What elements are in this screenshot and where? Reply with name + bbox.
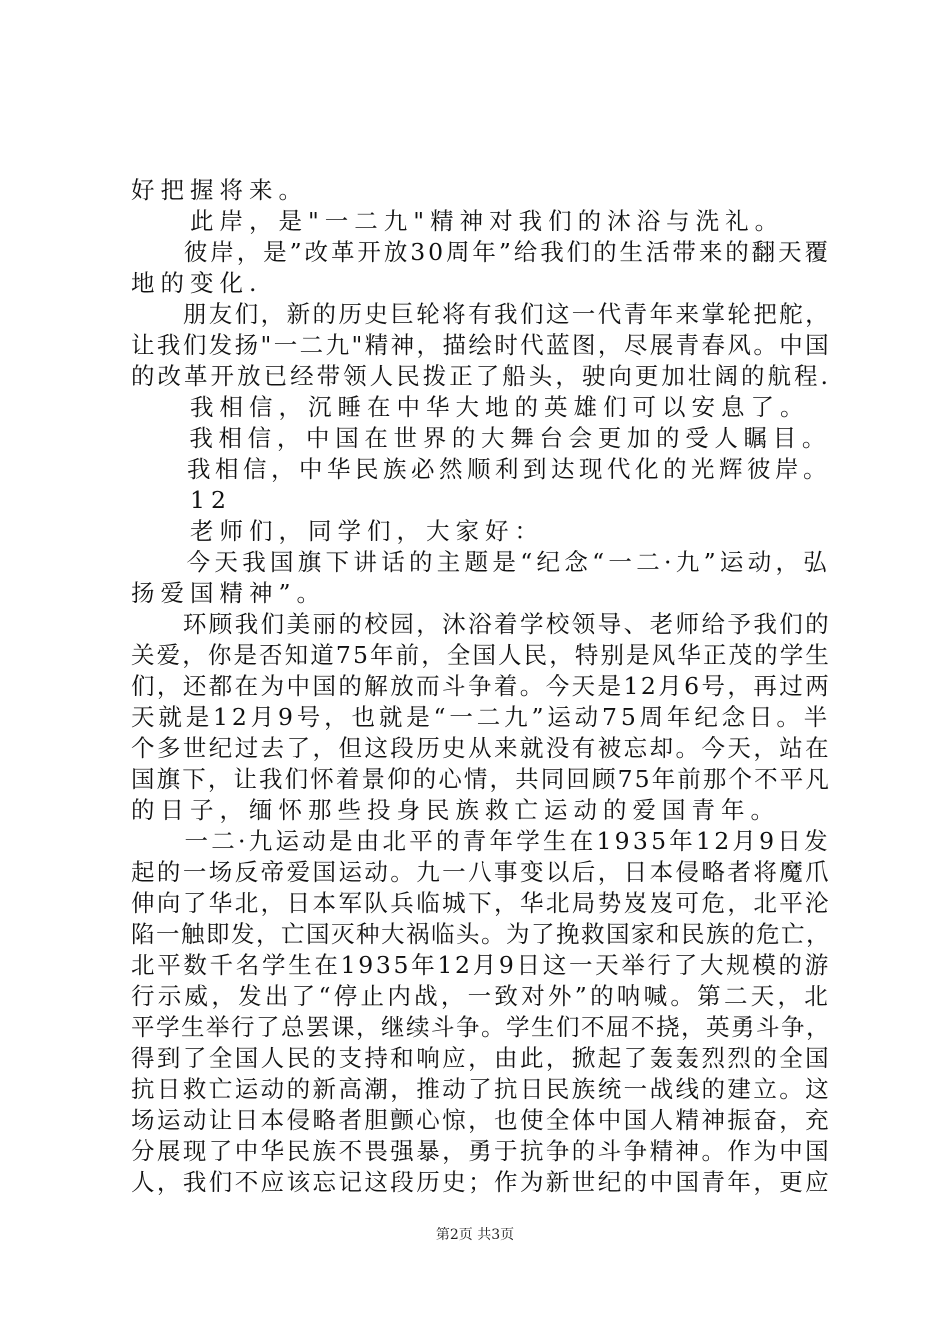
text-line: 环顾我们美丽的校园，沐浴着学校领导、老师给予我们的 xyxy=(131,610,831,638)
text-line: 抗日救亡运动的新高潮，推动了抗日民族统一战线的建立。这 xyxy=(131,1075,831,1103)
text-line: 北平数千名学生在1935年12月9日这一天举行了大规模的游 xyxy=(131,951,831,979)
text-line: 老师们，同学们，大家好： xyxy=(131,517,544,545)
text-line: 起的一场反帝爱国运动。九一八事变以后，日本侵略者将魔爪 xyxy=(131,858,831,886)
text-line: 国旗下，让我们怀着景仰的心情，共同回顾75年前那个不平凡 xyxy=(131,765,831,793)
text-line: 人，我们不应该忘记这段历史；作为新世纪的中国青年，更应 xyxy=(131,1168,831,1196)
text-line: 个多世纪过去了，但这段历史从来就没有被忘却。今天，站在 xyxy=(131,734,831,762)
text-line: 一二·九运动是由北平的青年学生在1935年12月9日发 xyxy=(131,827,831,855)
text-line: 场运动让日本侵略者胆颤心惊，也使全体中国人精神振奋，充 xyxy=(131,1106,831,1134)
text-line: 我相信，中国在世界的大舞台会更加的受人瞩目。 xyxy=(131,424,831,452)
text-line: 地的变化. xyxy=(131,269,263,297)
text-line: 好把握将来。 xyxy=(131,176,308,204)
text-line: 我相信，中华民族必然顺利到达现代化的光辉彼岸。 xyxy=(131,455,831,483)
text-line: 扬爱国精神”。 xyxy=(131,579,327,607)
text-line: 的改革开放已经带领人民拨正了船头，驶向更加壮阔的航程. xyxy=(131,362,831,390)
text-line: 分展现了中华民族不畏强暴，勇于抗争的斗争精神。作为中国 xyxy=(131,1137,831,1165)
text-line: 行示威，发出了“停止内战，一致对外”的呐喊。第二天，北 xyxy=(131,982,831,1010)
text-line: 们，还都在为中国的解放而斗争着。今天是12月6号，再过两 xyxy=(131,672,831,700)
text-line: 彼岸，是”改革开放30周年”给我们的生活带来的翻天覆 xyxy=(131,238,831,266)
text-line: 的日子，缅怀那些投身民族救亡运动的爱国青年。 xyxy=(131,796,780,824)
text-line: 此岸，是"一二九"精神对我们的沐浴与洗礼。 xyxy=(131,207,785,235)
text-line: 今天我国旗下讲话的主题是“纪念“一二·九”运动，弘 xyxy=(131,548,831,576)
page-footer: 第2页 共3页 xyxy=(435,1227,515,1243)
text-line: 让我们发扬"一二九"精神，描绘时代蓝图，尽展青春风。中国 xyxy=(131,331,831,359)
text-line: 得到了全国人民的支持和响应，由此，掀起了轰轰烈烈的全国 xyxy=(131,1044,831,1072)
text-line: 我相信，沉睡在中华大地的英雄们可以安息了。 xyxy=(131,393,810,421)
text-line: 朋友们，新的历史巨轮将有我们这一代青年来掌轮把舵， xyxy=(131,300,831,328)
text-line: 关爱，你是否知道75年前，全国人民，特别是风华正茂的学生 xyxy=(131,641,831,669)
text-line: 平学生举行了总罢课，继续斗争。学生们不屈不挠，英勇斗争， xyxy=(131,1013,831,1041)
text-line: 伸向了华北，日本军队兵临城下，华北局势岌岌可危，北平沦 xyxy=(131,889,831,917)
text-line: 陷一触即发，亡国灭种大祸临头。为了挽救国家和民族的危亡， xyxy=(131,920,831,948)
text-line: 天就是12月9号，也就是“一二九”运动75周年纪念日。半 xyxy=(131,703,831,731)
text-line: 12 xyxy=(131,486,232,514)
